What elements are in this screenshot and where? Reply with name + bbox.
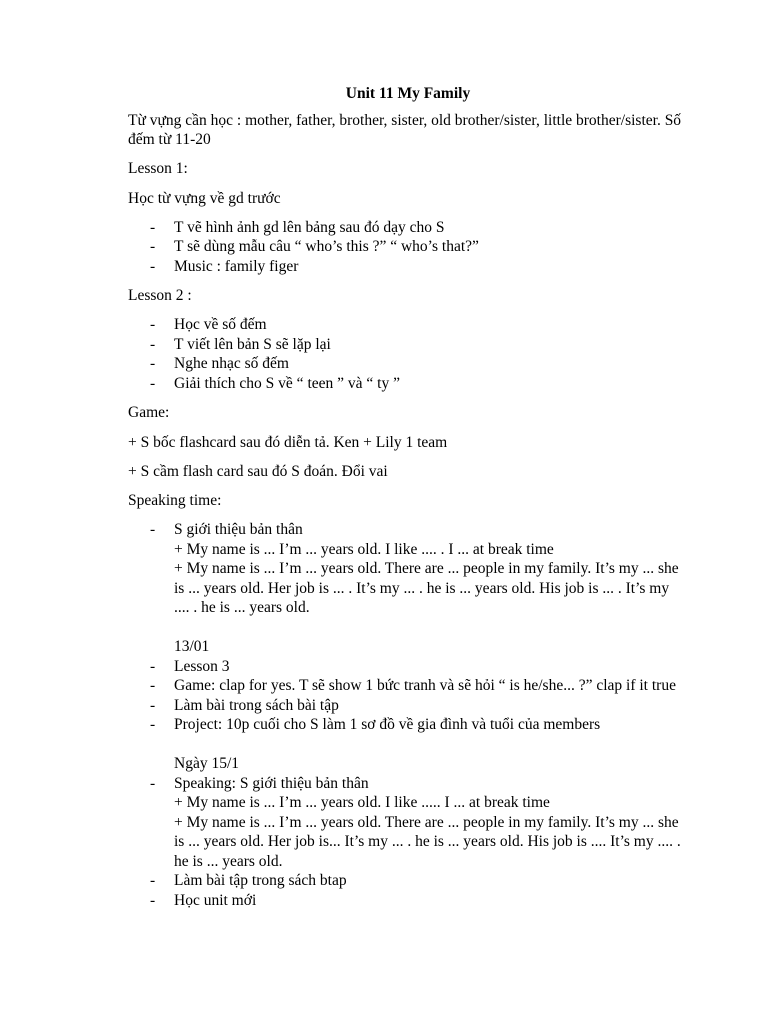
list-item: - Lesson 3 [128, 657, 688, 677]
day2-item: - Speaking: S giới thiệu bản thân [174, 774, 369, 792]
list-item: - Music : family figer [128, 257, 688, 277]
vocab-paragraph: Từ vựng cần học : mother, father, brother, sister, old brother/sister, little brother/sister. Số đếm từ 11-20 [128, 111, 682, 148]
document-page [128, 84, 688, 920]
list-item: - Làm bài trong sách bài tập [128, 696, 688, 716]
list-item [128, 774, 688, 872]
lesson1-intro: Học từ vựng về gd trước [128, 189, 281, 207]
list-item: - Giải thích cho S về “ teen ” và “ ty ” [128, 374, 688, 394]
list-item: - Học về số đếm [128, 315, 688, 335]
lesson2-heading: Lesson 2 : [128, 287, 192, 305]
date-label: 13/01 [174, 638, 210, 656]
list-item: - Project: 10p cuối cho S làm 1 sơ đồ về gia đình và tuổi của members [128, 715, 688, 735]
list-item: - T sẽ dùng mẫu câu “ who’s this ?” “ who’s that?” [128, 237, 688, 257]
game-heading: Game: [128, 404, 170, 422]
speaking-list [128, 520, 688, 618]
lesson1-list [128, 218, 688, 277]
speaking-item: - S giới thiệu bản thân [174, 521, 303, 539]
day1-list [128, 657, 688, 735]
speaking-line: + My name is ... I’m ... years old. There are ... people in my family. It’s my ... she is ... years old. Her job is ... . It’s my ... . he is ... years old. His job is ... . It’s my .... . he is ... years old. [174, 560, 679, 617]
list-item: - Làm bài tập trong sách btap [128, 871, 688, 891]
game-line: + S cầm flash card sau đó S đoán. Đổi vai [128, 462, 388, 480]
spacer [128, 735, 688, 755]
day2-list [128, 774, 688, 911]
date-label: Ngày 15/1 [174, 755, 240, 773]
document-title: Unit 11 My Family [345, 85, 471, 102]
speaking-heading: Speaking time: [128, 492, 222, 510]
list-item: - Game: clap for yes. T sẽ show 1 bức tranh và sẽ hỏi “ is he/she... ?” clap if it true [128, 676, 688, 696]
lesson2-list [128, 315, 688, 393]
game-line: + S bốc flashcard sau đó diễn tả. Ken + Lily 1 team [128, 433, 448, 451]
lesson1-heading: Lesson 1: [128, 160, 188, 178]
speaking-line: + My name is ... I’m ... years old. I like .... . I ... at break time [174, 540, 554, 558]
day2-line: + My name is ... I’m ... years old. I like ..... I ... at break time [174, 794, 550, 812]
list-item: - T viết lên bản S sẽ lặp lại [128, 335, 688, 355]
list-item: - Nghe nhạc số đếm [128, 354, 688, 374]
day2-line: + My name is ... I’m ... years old. There are ... people in my family. It’s my ... she is ... years old. Her job is... It’s my ... . he is ... years old. His job is .... It’s my .... . he is ... years old. [174, 813, 681, 870]
list-item: - Học unit mới [128, 891, 688, 911]
spacer [128, 618, 688, 638]
list-item: - T vẽ hình ảnh gd lên bảng sau đó dạy cho S [128, 218, 688, 238]
list-item [128, 520, 688, 618]
